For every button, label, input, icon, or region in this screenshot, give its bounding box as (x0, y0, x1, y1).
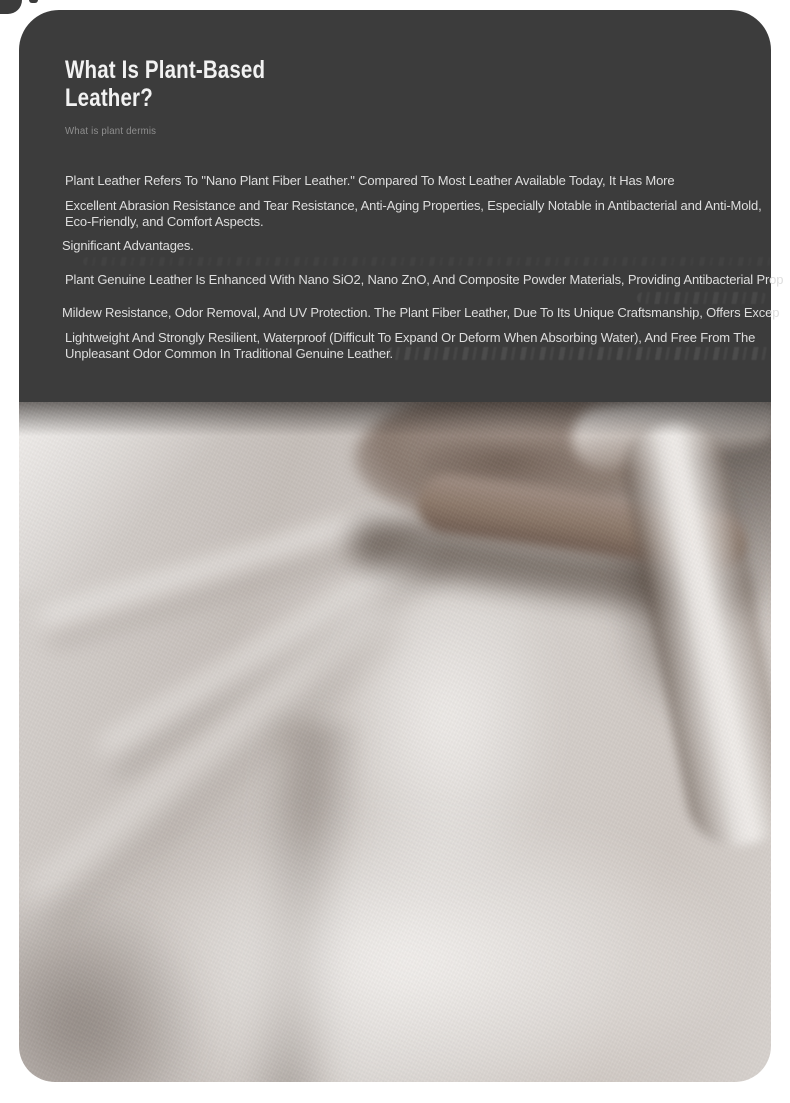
title-line-2: Leather? (65, 84, 153, 112)
paragraph-1-line-1: Plant Leather Refers To "Nano Plant Fiber Leather." Compared To Most Leather Available Today, It Has More (65, 173, 675, 188)
page-subtitle: What is plant dermis (65, 125, 157, 137)
paragraph-4-line-1: Plant Genuine Leather Is Enhanced With Nano SiO2, Nano ZnO, And Composite Powder Materials, Providing Antibacterial Prop (65, 272, 784, 287)
description-panel (19, 10, 784, 402)
title-line-1: What Is Plant-Based (65, 56, 266, 84)
leather-grain-texture (19, 402, 771, 1082)
paragraph-2-line-2: Eco-Friendly, and Comfort Aspects. (65, 214, 264, 229)
page-title (65, 56, 265, 112)
paragraph-5-line-1: Mildew Resistance, Odor Removal, And UV Protection. The Plant Fiber Leather, Due To Its Unique Craftsmanship, Offers Excep (62, 305, 780, 320)
paragraph-2-line-1: Excellent Abrasion Resistance and Tear Resistance, Anti-Aging Properties, Especially Notable in Antibacterial and Anti-Mold, (65, 198, 762, 213)
paragraph-3-line-1: Significant Advantages. (62, 238, 194, 253)
paragraph-6-line-2: Unpleasant Odor Common In Traditional Genuine Leather. (65, 346, 393, 361)
page-top-artifact (29, 0, 38, 3)
leather-photo (19, 402, 771, 1082)
ghost-text-artifact (387, 347, 779, 360)
ghost-text-artifact (637, 292, 767, 304)
paragraph-6-line-1: Lightweight And Strongly Resilient, Waterproof (Difficult To Expand Or Deform When Absorbing Water), And Free From The (65, 330, 756, 345)
ghost-text-artifact (83, 257, 773, 266)
product-description-card (19, 10, 784, 1082)
